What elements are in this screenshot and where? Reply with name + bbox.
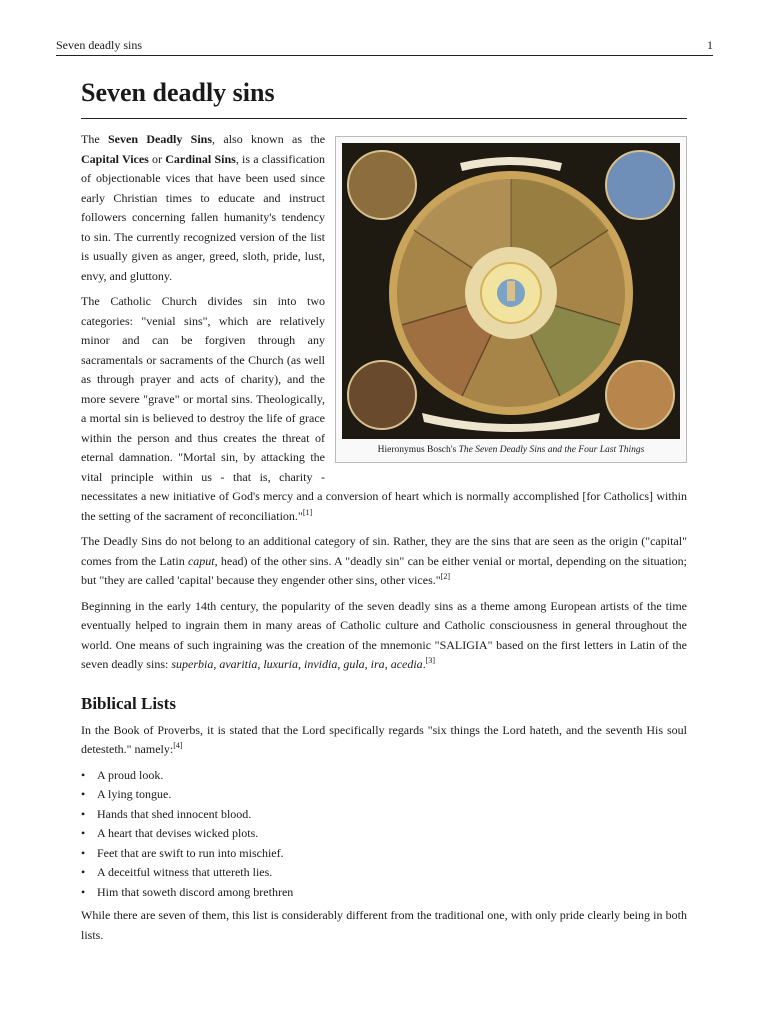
bosch-painting-image <box>342 143 680 439</box>
bullet-icon: • <box>81 884 86 899</box>
venial-mortal-paragraph: The Catholic Church divides sin into two categories: "venial sins", which are relatively minor and can be forgiven through any sacramentals or sacraments of the Church (as well as through prayer and acts of charity), and the more severe "grave" or mortal sins. Theologically, a mortal sin is believed to destroy the life of grace within the person and thus creates the threat of eternal damnation. "Mortal sin, by attacking the vital principle within us - that is, charity - necessitates a new initiative of God's mercy and a conversion of heart which is normally accomplished [for Catholics] within the setting of the sacrament of reconciliation."[1] <box>81 294 687 523</box>
running-header <box>56 38 713 56</box>
bullet-icon: • <box>81 845 86 860</box>
page-title: Seven deadly sins <box>81 76 687 119</box>
list-item: • A proud look. <box>81 766 687 786</box>
intro-paragraph: The Seven Deadly Sins, also known as the Capital Vices or Cardinal Sins, is a classification of objectionable vices that have been used since early Christian times to educate and instruct followers concerning fallen humanity's tendency to sin. The currently recognized version of the list is usually given as anger, greed, sloth, pride, lust, envy, and gluttony. <box>81 132 326 283</box>
origin-paragraph: The Deadly Sins do not belong to an additional category of sin. Rather, they are the sins that are seen as the origin ("capital" comes from the Latin caput, head) of the other sins. A "deadly sin" can be either venial or mortal, depending on the situation; but "they are called 'capital' because they engender other sins, other vices."[2] <box>81 534 688 587</box>
bullet-icon: • <box>81 806 86 821</box>
section-heading: Biblical Lists <box>81 693 176 713</box>
biblical-list <box>81 766 687 903</box>
bullet-icon: • <box>81 865 86 879</box>
bullet-icon: • <box>81 767 86 782</box>
term-capital-vices: Capital Vices <box>81 151 149 166</box>
running-title: Seven deadly sins <box>56 38 142 52</box>
article-body <box>81 130 687 951</box>
citation-link[interactable]: [2] <box>440 572 450 581</box>
citation-link[interactable]: [1] <box>302 507 313 517</box>
painting-figure <box>335 136 687 463</box>
list-item: • A deceitful witness that uttereth lies. <box>81 863 687 883</box>
citation-link[interactable]: [3] <box>425 656 436 665</box>
list-item: • A heart that devises wicked plots. <box>81 824 687 844</box>
figure-caption-prefix: Hieronymus Bosch's <box>377 445 459 455</box>
list-item: • Him that soweth discord among brethren <box>81 883 687 903</box>
list-item: • Feet that are swift to run into mischief. <box>81 844 687 864</box>
term-cardinal-sins: Cardinal Sins <box>165 151 236 166</box>
bullet-icon: • <box>81 826 86 840</box>
bullet-icon: • <box>81 787 86 801</box>
closing-paragraph: While there are seven of them, this list is considerably different from the traditional one, with only pride clearly being in both lists. <box>81 908 687 942</box>
proverbs-intro: In the Book of Proverbs, it is stated that the Lord specifically regards "six things the Lord hateth, and the seventh His soul detesteth." namely:[4] <box>81 722 687 756</box>
figure-caption <box>342 443 680 457</box>
citation-link[interactable]: [4] <box>173 741 183 750</box>
saligia-paragraph: Beginning in the early 14th century, the popularity of the seven deadly sins as a theme among European artists of the time eventually helped to ingrain them in many areas of Catholic culture and Catholic consciousness in general throughout the world. One means of such ingraining was the creation of the mnemonic "SALIGIA" based on the first letters in Latin of the seven deadly sins: superbia, avaritia, luxuria, invidia, gula, ira, acedia.[3] <box>81 598 687 671</box>
figure-caption-title: The Seven Deadly Sins and the Four Last Things <box>458 445 645 455</box>
list-item: • Hands that shed innocent blood. <box>81 805 687 825</box>
page-number: 1 <box>707 38 713 52</box>
term-seven-deadly-sins: Seven Deadly Sins <box>108 132 213 146</box>
list-item: • A lying tongue. <box>81 785 687 805</box>
